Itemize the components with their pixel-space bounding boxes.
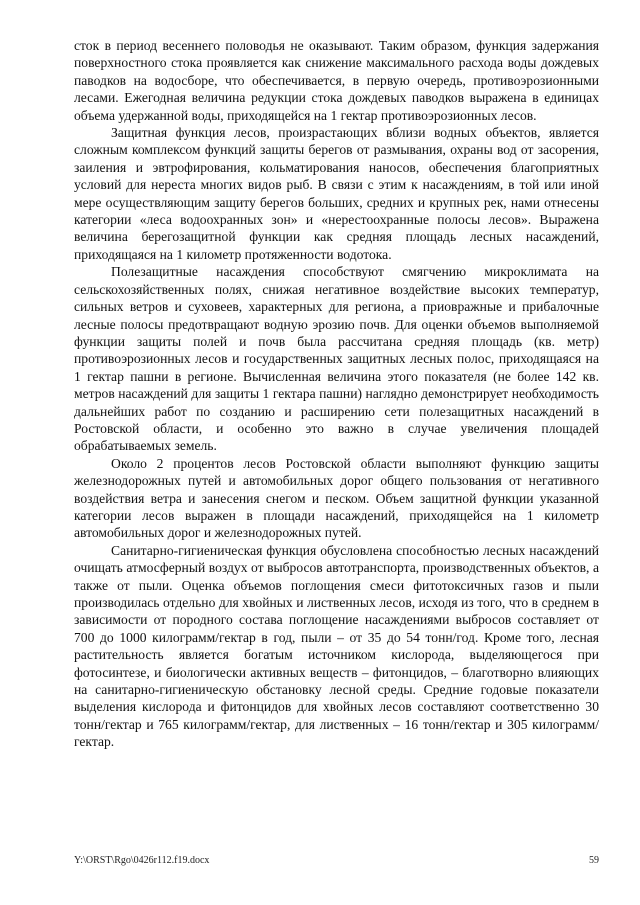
footer-file-path: Y:\ORST\Rgo\0426r112.f19.docx: [74, 855, 210, 866]
paragraph-field-protection: Полезащитные насаждения способствуют смягчению микроклимата на сельскохозяйственных полях, снижая негативное воздействие высоких температур, сильных ветров и суховеев, характерных для региона, а приовражные и прибалочные лесные полосы предотвращают водную эрозию почв. Для оценки объемов выполняемой функции защиты полей и почв была рассчитана средняя площадь (кв. метр) противоэрозионных лесов и государственных защитных лесных полос, приходящаяся на 1 гектар пашни в регионе. Вычисленная величина этого показателя (не более 142 кв. метров насаждений для защиты 1 гектара пашни) наглядно демонстрирует необходимость дальнейших работ по созданию и расширению сети полезащитных насаждений в Ростовской области, и особенно это важно в случае увеличения площадей обрабатываемых земель.: [74, 264, 599, 454]
paragraph-continuation: сток в период весеннего половодья не оказывают. Таким образом, функция задержания поверхностного стока проявляется как снижение максимального расхода воды дождевых паводков на водосборе, что обеспечивается, в первую очередь, противоэрозионными лесами. Ежегодная величина редукции стока дождевых паводков выражена в единицах объема удержанной воды, приходящейся на 1 гектар противоэрозионных лесов.: [74, 38, 599, 123]
page-footer: [74, 855, 599, 871]
paragraph-protective-function: Защитная функция лесов, произрастающих вблизи водных объектов, является сложным комплексом функций защиты берегов от размывания, охраны вод от засорения, заиления и эвтрофирования, кольматирования наносов, обеспечения благоприятных условий для нереста многих видов рыб. В связи с этим к насаждениям, в той или иной мере осуществляющим защиту берегов больших, средних и крупных рек, нами отнесены категории «леса водоохранных зон» и «нерестоохранные полосы лесов». Выражена величина берегозащитной функции как средняя площадь лесных насаждений, приходящаяся на 1 километр протяженности водотока.: [74, 125, 599, 262]
document-body: [74, 37, 599, 751]
page-number: 59: [589, 855, 599, 866]
paragraph-road-protection: Около 2 процентов лесов Ростовской области выполняют функцию защиты железнодорожных путей и автомобильных дорог общего пользования от негативного воздействия ветра и занесения снегом и песком. Объем защитной функции указанной категории лесов выражен в площади насаждений, приходящейся на 1 километр автомобильных дорог и железнодорожных путей.: [74, 455, 599, 541]
paragraph-sanitary-function: Санитарно-гигиеническая функция обусловлена способностью лесных насаждений очищать атмосферный воздух от выбросов автотранспорта, производственных объектов, а также от пыли. Оценка объемов поглощения смеси фитотоксичных газов и пыли производилась отдельно для хвойных и лиственных лесов, исходя из того, что в среднем в зависимости от породного состава поглощение насаждениями выбросов составляет от 700 до 1000 килограмм/гектар в год, пыли – от 35 до 54 тонн/год. Кроме того, лесная растительность является богатым источником кислорода, выделяющегося при фотосинтезе, и биологически активных веществ – фитонцидов, – благотворно влияющих на санитарно-гигиеническую обстановку лесной среды. Средние годовые показатели выделения кислорода и фитонцидов для хвойных лесов составляют соответственно 30 тонн/гектар и 765 килограмм/гектар, для лиственных – 16 тонн/гектар и 305 килограмм/гектар.: [74, 542, 599, 750]
